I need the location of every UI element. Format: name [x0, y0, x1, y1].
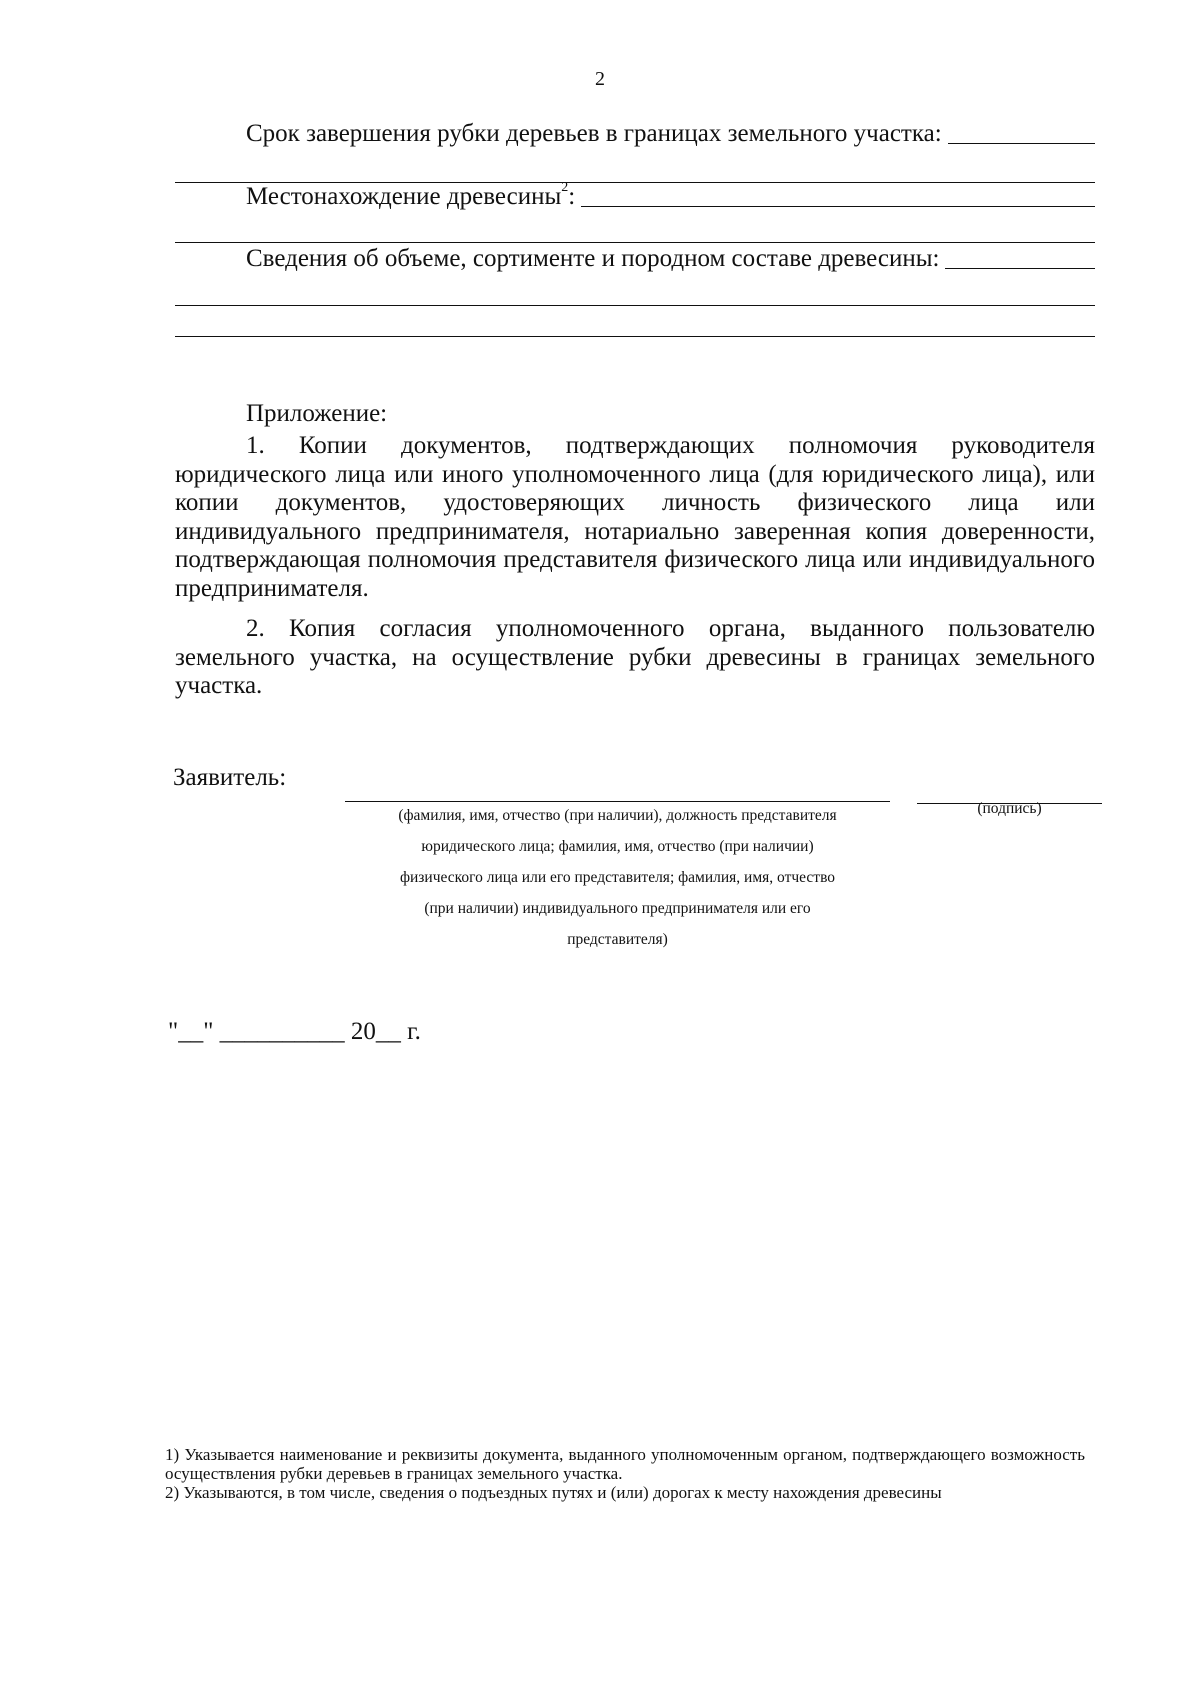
deadline-field — [246, 120, 1095, 148]
location-field — [246, 179, 1095, 211]
caption-line: (при наличии) индивидуального предпринимателя или его — [424, 900, 811, 917]
signature-caption: (подпись) — [977, 800, 1042, 817]
applicant-name-caption — [345, 800, 890, 955]
footnote-1: 1) Указывается наименование и реквизиты документа, выданного уполномоченным органом, подтверждающего возможность осуществления рубки деревьев в границах земельного участка. — [165, 1445, 1085, 1483]
location-blank[interactable] — [581, 186, 1095, 207]
applicant-label: Заявитель: — [173, 764, 287, 791]
appendix-item-2: 2. Копия согласия уполномоченного органа, выданного пользователю земельного участка, на осуществление рубки древесины в границах земельного участка. — [175, 615, 1095, 699]
volume-continuation-line-2[interactable] — [175, 336, 1095, 337]
location-label: Местонахождение древесины$^2$: — [246, 179, 576, 210]
caption-line: (фамилия, имя, отчество (при наличии), должность представителя — [398, 807, 837, 824]
footnote-ref-2: 2 — [561, 179, 569, 195]
footnotes — [165, 1445, 1085, 1502]
volume-label: Сведения об объеме, сортименте и породном составе древесины: — [246, 245, 940, 272]
appendix-item-1: 1. Копии документов, подтверждающих полномочия руководителя юридического лица или иного уполномоченного лица (для юридического лица), или копии документов, удостоверяющих личность физического лица или индивидуального предпринимателя, нотариально заверенная копия доверенности, подтверждающая полномочия представителя физического лица или индивидуального предпринимателя. — [175, 432, 1095, 602]
date-field[interactable]: "__" __________ 20__ г. — [168, 1018, 421, 1045]
caption-line: представителя) — [567, 931, 668, 948]
location-continuation-line[interactable] — [175, 242, 1095, 243]
page-number: 2 — [595, 68, 605, 90]
footnote-2: 2) Указываются, в том числе, сведения о подъездных путях и (или) дорогах к месту нахождения древесины — [165, 1483, 942, 1502]
volume-field — [246, 245, 1095, 273]
volume-blank[interactable] — [945, 248, 1095, 269]
caption-line: юридического лица; фамилия, имя, отчество (при наличии) — [421, 838, 814, 855]
volume-continuation-line-1[interactable] — [175, 305, 1095, 306]
deadline-blank[interactable] — [948, 123, 1095, 144]
deadline-label: Срок завершения рубки деревьев в границах земельного участка: — [246, 120, 942, 147]
caption-line: физического лица или его представителя; фамилия, имя, отчество — [399, 869, 836, 886]
appendix-heading: Приложение: — [246, 400, 388, 427]
